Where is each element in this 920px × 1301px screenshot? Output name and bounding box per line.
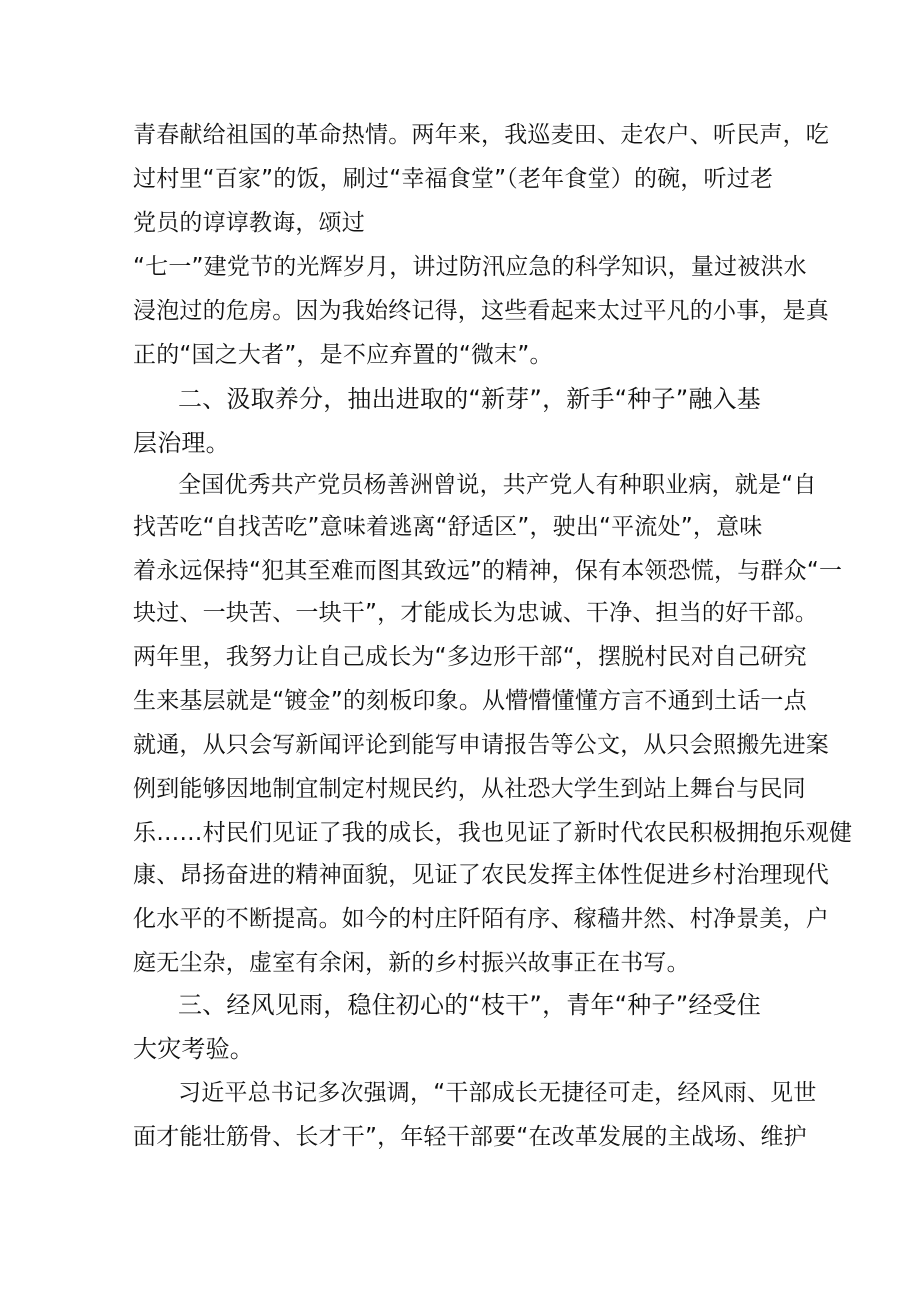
section-heading-3: 三、经风见雨，稳住初心的“枝干”，青年“种子”经受住 <box>178 991 761 1019</box>
text-line: 着永远保持“犯其至难而图其致远”的精神，保有本领恐慌，与群众“一 <box>133 558 843 584</box>
text-line: 就通，从只会写新闻评论到能写申请报告等公文，从只会照搬先进案 <box>133 732 829 758</box>
text-line: 浸泡过的危房。因为我始终记得，这些看起来太过平凡的小事，是真 <box>133 298 829 324</box>
section-heading-3-cont: 大灾考验。 <box>133 1035 254 1063</box>
text-line: 化水平的不断提高。如今的村庄阡陌有序、稼穑井然、村净景美，户 <box>133 906 829 932</box>
text-line: “七一”建党节的光辉岁月，讲过防汛应急的科学知识，量过被洪水 <box>133 254 807 280</box>
text-line: 乐……村民们见证了我的成长，我也见证了新时代农民积极拥抱乐观健 <box>133 820 853 846</box>
text-line: 例到能够因地制宜制定村规民约，从社恐大学生到站上舞台与民同 <box>133 776 806 802</box>
text-line: 党员的谆谆教诲，颂过 <box>133 210 365 236</box>
text-line: 面才能壮筋骨、长才干”，年轻干部要“在改革发展的主战场、维护 <box>133 1124 807 1150</box>
paragraph-first-line: 习近平总书记多次强调，“干部成长无捷径可走，经风雨、见世 <box>178 1080 817 1106</box>
section-heading-2-cont: 层治理。 <box>133 429 230 457</box>
text-line: 过村里“百家”的饭，刷过“幸福食堂”（老年食堂）的碗，听过老 <box>133 166 774 192</box>
text-line: 找苦吃“自找苦吃”意味着逃离“舒适区”，驶出“平流处”，意味 <box>133 514 763 540</box>
paragraph-first-line: 全国优秀共产党员杨善洲曾说，共产党人有种职业病，就是“自 <box>178 472 817 498</box>
text-line: 正的“国之大者”，是不应弃置的“微末”。 <box>133 342 553 368</box>
text-line: 两年里，我努力让自己成长为“多边形干部“，摆脱村民对自己研究 <box>133 644 807 670</box>
text-line: 生来基层就是“镀金”的刻板印象。从懵懵懂懂方言不通到土话一点 <box>133 688 807 714</box>
text-line: 康、昂扬奋进的精神面貌，见证了农民发挥主体性促进乡村治理现代 <box>133 862 829 888</box>
text-line: 青春献给祖国的革命热情。两年来，我巡麦田、走农户、听民声，吃 <box>133 122 829 148</box>
text-line: 庭无尘杂，虚室有余闲，新的乡村振兴故事正在书写。 <box>133 950 690 976</box>
text-line: 块过、一块苦、一块干”，才能成长为忠诚、干净、担当的好干部。 <box>133 600 818 626</box>
section-heading-2: 二、汲取养分，抽出进取的“新芽”，新手“种子”融入基 <box>178 385 761 413</box>
